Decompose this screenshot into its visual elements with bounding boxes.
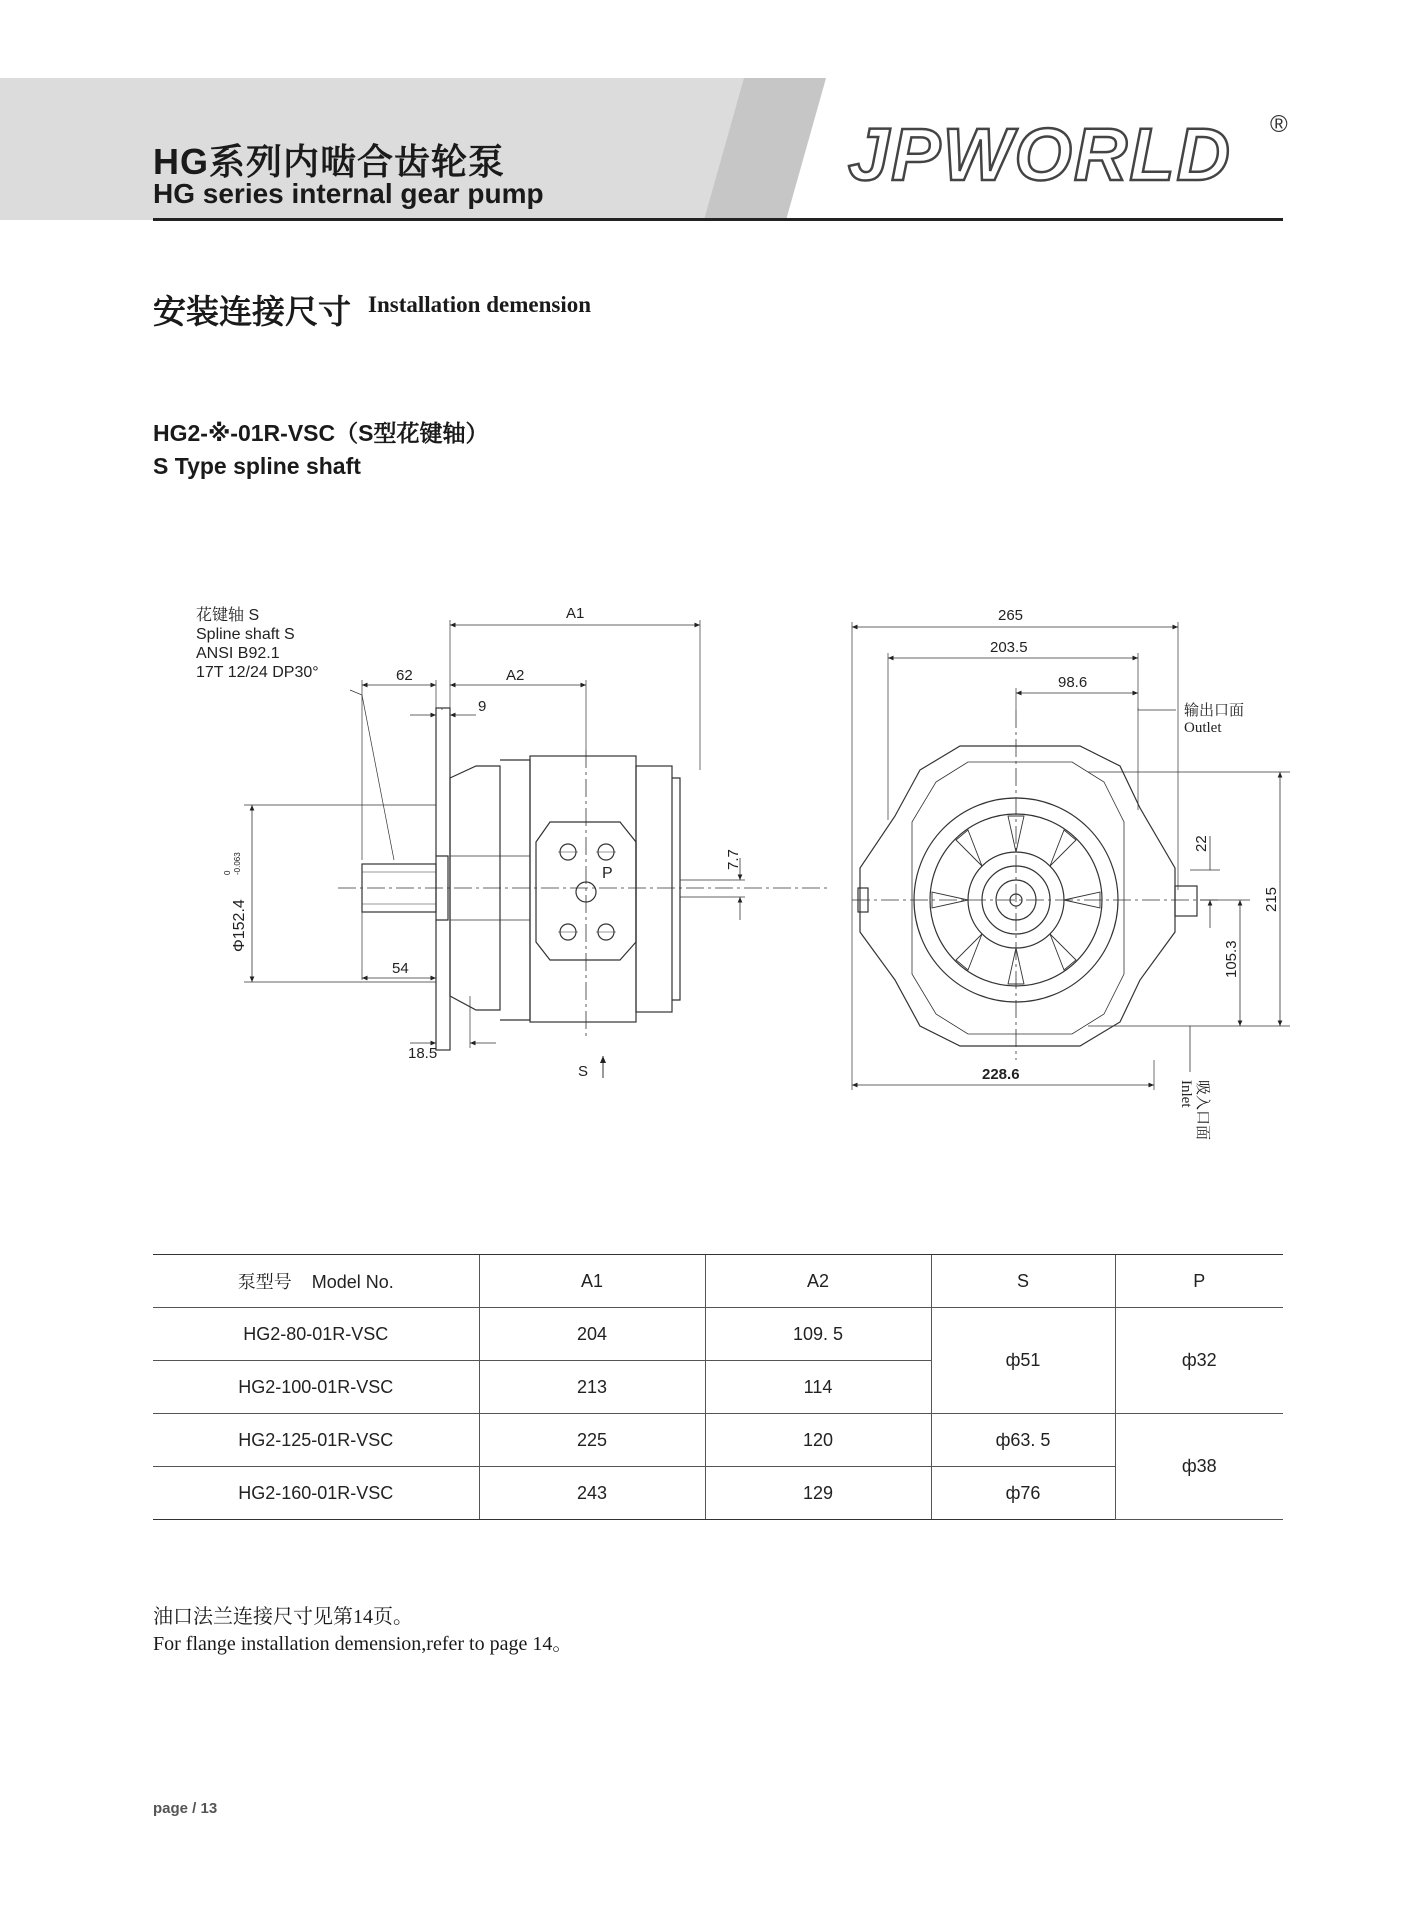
cell-a2: 120: [705, 1414, 931, 1467]
table-header-row: [153, 1255, 1283, 1308]
cell-a2: 109. 5: [705, 1308, 931, 1361]
dim-203-5-label: 203.5: [990, 639, 1028, 656]
table-row: [153, 1308, 1283, 1361]
dim-9-label: 9: [478, 698, 487, 715]
cell-s: ф63. 5: [931, 1414, 1115, 1467]
cell-model: HG2-125-01R-VSC: [153, 1414, 479, 1467]
cell-a2: 129: [705, 1467, 931, 1520]
table-row: [153, 1467, 1283, 1520]
outlet-label-cn: 输出口面: [1184, 702, 1245, 719]
note-cn: 油口法兰连接尺寸见第14页。: [153, 1606, 413, 1628]
page-title-cn: HG系列内啮合齿轮泵: [153, 141, 506, 182]
dim-a2-label: A2: [506, 667, 525, 684]
note-en: For flange installation demension,refer to page 14。: [153, 1633, 573, 1655]
dim-7-7-label: 7.7: [725, 849, 742, 870]
inlet-label-en: Inlet: [1178, 1080, 1194, 1108]
header-a2: A2: [705, 1255, 931, 1308]
cell-s: ф51: [931, 1308, 1115, 1414]
dim-54-label: 54: [392, 960, 409, 977]
spec-table: [153, 1254, 1283, 1520]
header-s: S: [931, 1255, 1115, 1308]
outlet-label-en: Outlet: [1184, 720, 1222, 736]
port-p-label: P: [602, 865, 613, 882]
spline-label-en: Spline shaft S: [196, 626, 295, 643]
brand-logo-text: JPWORLD: [848, 113, 1232, 196]
inlet-label-cn: 吸入口面: [1194, 1080, 1211, 1141]
brand-logo: [840, 100, 1290, 200]
dim-228-6-label: 228.6: [982, 1066, 1020, 1083]
ansi-label: ANSI B92.1: [196, 645, 280, 662]
spline-label-cn: 花键轴 S: [196, 607, 260, 624]
header-model: 泵型号 Model No.: [153, 1255, 479, 1308]
cell-s: ф76: [931, 1467, 1115, 1520]
cell-a1: 225: [479, 1414, 705, 1467]
spline-spec-label: 17T 12/24 DP30°: [196, 664, 319, 681]
dim-265-label: 265: [998, 607, 1024, 624]
cell-p: ф38: [1115, 1414, 1283, 1520]
cell-a1: 213: [479, 1361, 705, 1414]
section-title-cn: 安装连接尺寸: [153, 293, 351, 330]
model-subtitle: S Type spline shaft: [153, 453, 361, 479]
cell-a2: 114: [705, 1361, 931, 1414]
page-number: page / 13: [153, 1800, 218, 1817]
dim-215-label: 215: [1263, 886, 1280, 912]
installation-drawing: [0, 560, 1405, 1160]
dim-tol-bottom-label: -0.063: [233, 852, 242, 875]
dim-phi-label: Φ152.4: [231, 899, 248, 952]
cell-a1: 243: [479, 1467, 705, 1520]
header-divider: [153, 218, 1283, 221]
header-p: P: [1115, 1255, 1283, 1308]
dim-105-3-label: 105.3: [1223, 940, 1240, 978]
cell-model: HG2-80-01R-VSC: [153, 1308, 479, 1361]
model-title: HG2-※-01R-VSC（S型花键轴）: [153, 420, 489, 446]
section-title-en: Installation demension: [368, 292, 592, 317]
dim-62-label: 62: [396, 667, 413, 684]
cell-model: HG2-100-01R-VSC: [153, 1361, 479, 1414]
dim-98-6-label: 98.6: [1058, 674, 1088, 691]
cell-a1: 204: [479, 1308, 705, 1361]
dim-a1-label: A1: [566, 605, 585, 622]
registered-mark: ®: [1270, 111, 1288, 138]
cell-model: HG2-160-01R-VSC: [153, 1467, 479, 1520]
dim-tol-top-label: 0: [223, 870, 232, 875]
dim-18-5-label: 18.5: [408, 1045, 438, 1062]
cell-p: ф32: [1115, 1308, 1283, 1414]
port-s-label: S: [578, 1063, 589, 1080]
page-title-en: HG series internal gear pump: [153, 178, 544, 209]
dim-22-label: 22: [1193, 835, 1210, 852]
table-row: [153, 1414, 1283, 1467]
header-a1: A1: [479, 1255, 705, 1308]
